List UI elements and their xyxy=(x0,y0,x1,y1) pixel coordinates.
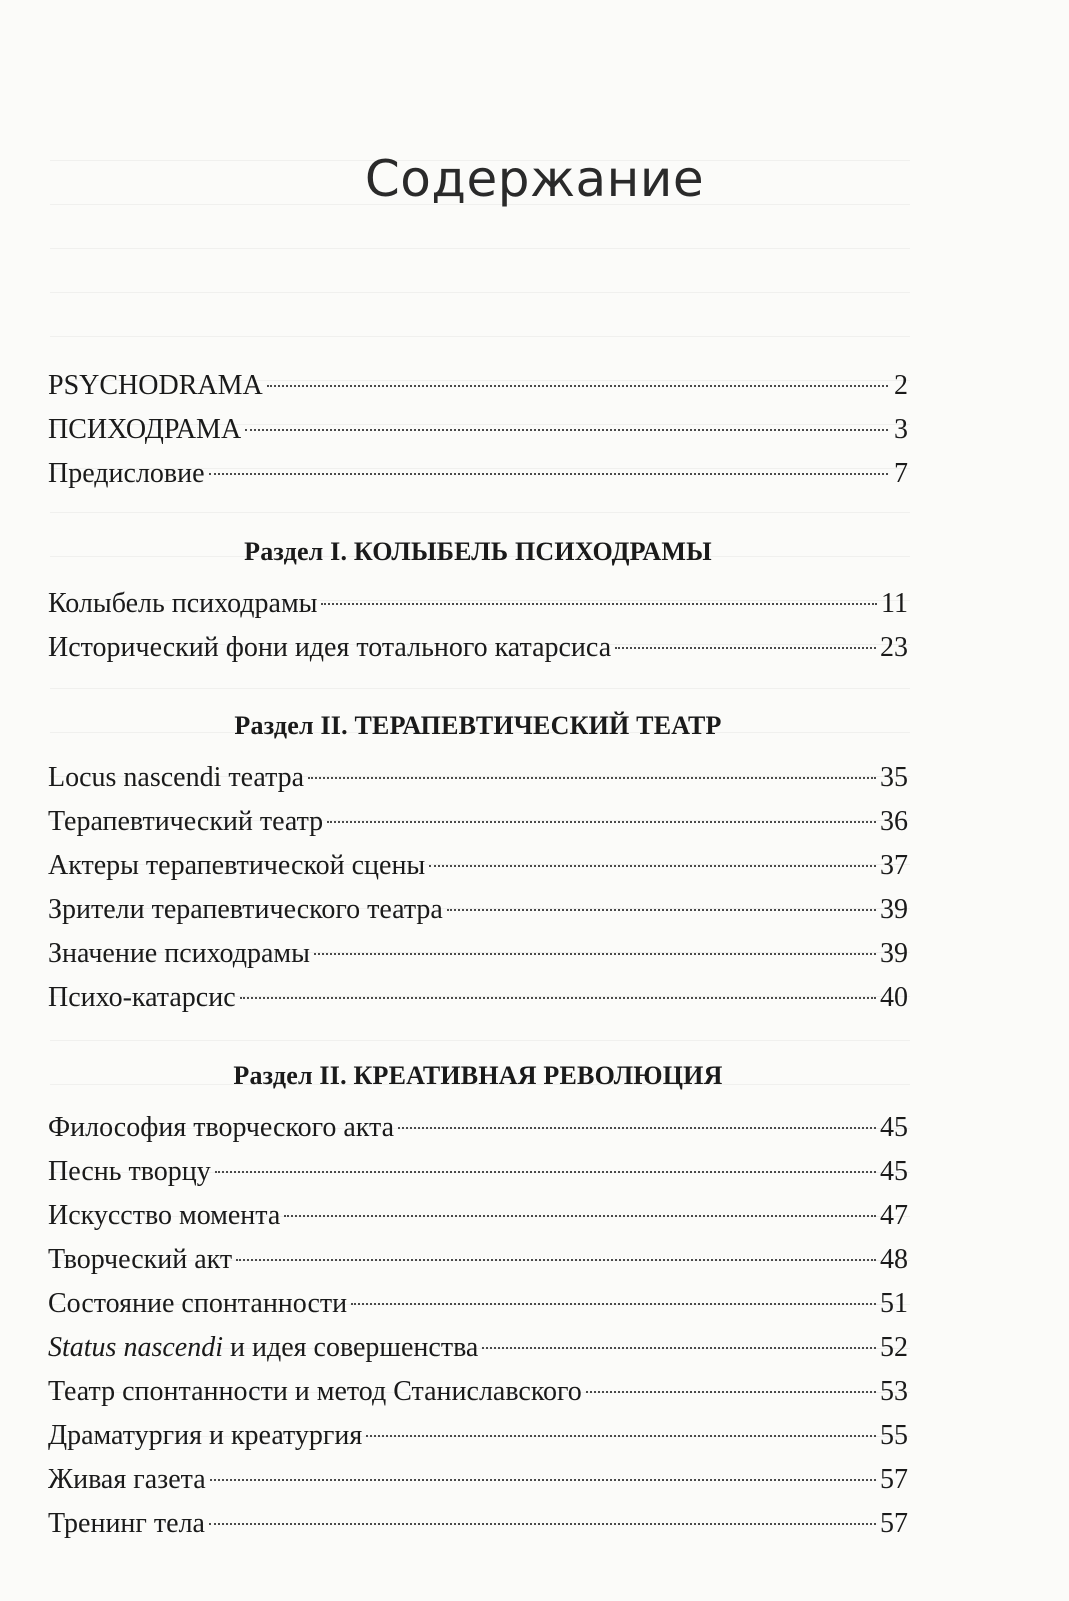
toc-entry-page: 51 xyxy=(880,1288,908,1319)
toc-entry[interactable] xyxy=(48,1238,908,1282)
toc-entry[interactable] xyxy=(48,1414,908,1458)
dot-leader xyxy=(267,385,888,387)
dot-leader xyxy=(209,1523,876,1525)
dot-leader xyxy=(209,473,888,475)
toc-entry-page: 40 xyxy=(880,982,908,1013)
dot-leader xyxy=(447,909,876,911)
toc-entry-label: Драматургия и креатургия xyxy=(48,1420,363,1451)
section-heading: Раздел II. ТЕРАПЕВТИЧЕСКИЙ ТЕАТР xyxy=(234,711,722,740)
dot-leader xyxy=(215,1171,876,1173)
toc-entry-label xyxy=(48,1326,478,1370)
table-of-contents xyxy=(48,364,908,1546)
dot-leader xyxy=(284,1215,876,1217)
toc-entry[interactable] xyxy=(48,888,908,932)
toc-entry[interactable] xyxy=(48,756,908,800)
section-1 xyxy=(48,530,908,670)
toc-entry[interactable] xyxy=(48,408,908,452)
toc-entry[interactable] xyxy=(48,844,908,888)
dot-leader xyxy=(308,777,876,779)
dot-leader xyxy=(240,997,876,999)
toc-entry-label: Исторический фони идея тотального катарсиса xyxy=(48,632,612,663)
toc-entry-label: Песнь творцу xyxy=(48,1156,211,1187)
toc-entry-label: Состояние спонтанности xyxy=(48,1288,348,1319)
toc-entry-label: Творческий акт xyxy=(48,1244,233,1275)
toc-entry-label: Философия творческого акта xyxy=(48,1112,395,1143)
toc-entry-label: Искусство момента xyxy=(48,1200,281,1231)
toc-entry-page: 45 xyxy=(880,1112,908,1143)
toc-entry-page: 52 xyxy=(880,1332,908,1363)
toc-entry[interactable] xyxy=(48,1502,908,1546)
toc-entry[interactable] xyxy=(48,1282,908,1326)
dot-leader xyxy=(245,429,888,431)
toc-entry-page: 3 xyxy=(894,414,908,445)
dot-leader xyxy=(327,821,876,823)
toc-entry[interactable] xyxy=(48,582,908,626)
toc-entry[interactable] xyxy=(48,1370,908,1414)
toc-entry-page: 23 xyxy=(880,632,908,663)
toc-entry-page: 47 xyxy=(880,1200,908,1231)
dot-leader xyxy=(398,1127,876,1129)
dot-leader xyxy=(429,865,876,867)
toc-entry-page: 55 xyxy=(880,1420,908,1451)
dot-leader xyxy=(236,1259,876,1261)
section-heading: Раздел II. КРЕАТИВНАЯ РЕВОЛЮЦИЯ xyxy=(233,1061,723,1090)
dot-leader xyxy=(321,603,877,605)
dot-leader xyxy=(482,1347,876,1349)
toc-entry-label: ПСИХОДРАМА xyxy=(48,414,242,445)
toc-entry-label-italic: Status nascendi xyxy=(48,1332,223,1363)
toc-entry[interactable] xyxy=(48,1150,908,1194)
toc-entry-label: Locus nascendi театра xyxy=(48,762,305,793)
toc-entry-page: 48 xyxy=(880,1244,908,1275)
toc-entry[interactable] xyxy=(48,800,908,844)
toc-entry-page: 57 xyxy=(880,1508,908,1539)
toc-entry-label: Тренинг тела xyxy=(48,1508,205,1539)
toc-entry-label: Значение психодрамы xyxy=(48,938,310,969)
section-2 xyxy=(48,704,908,1020)
toc-entry[interactable] xyxy=(48,1326,908,1370)
toc-entry-page: 57 xyxy=(880,1464,908,1495)
toc-entry-page: 36 xyxy=(880,806,908,837)
dot-leader xyxy=(366,1435,876,1437)
toc-entry-page: 11 xyxy=(881,588,908,619)
toc-entry-page: 37 xyxy=(880,850,908,881)
toc-entry-label: PSYCHODRAMA xyxy=(48,370,263,401)
dot-leader xyxy=(351,1303,876,1305)
toc-entry-label: Колыбель психодрамы xyxy=(48,588,318,619)
toc-entry[interactable] xyxy=(48,976,908,1020)
toc-entry-page: 39 xyxy=(880,938,908,969)
toc-entry-label: Живая газета xyxy=(48,1464,206,1495)
toc-entry[interactable] xyxy=(48,1458,908,1502)
toc-entry-page: 35 xyxy=(880,762,908,793)
toc-entry[interactable] xyxy=(48,364,908,408)
toc-entry[interactable] xyxy=(48,932,908,976)
toc-entry-page: 53 xyxy=(880,1376,908,1407)
dot-leader xyxy=(314,953,876,955)
toc-entry-label: Театр спонтанности и метод Станиславского xyxy=(48,1376,582,1407)
toc-entry[interactable] xyxy=(48,452,908,496)
page-title: Содержание xyxy=(364,150,705,208)
toc-entry[interactable] xyxy=(48,626,908,670)
section-heading: Раздел I. КОЛЫБЕЛЬ ПСИХОДРАМЫ xyxy=(244,537,712,566)
toc-entry-label: Терапевтический театр xyxy=(48,806,324,837)
toc-entry-label: Психо-катарсис xyxy=(48,982,236,1013)
front-matter xyxy=(48,364,908,496)
toc-entry-label: Предисловие xyxy=(48,458,205,489)
section-3 xyxy=(48,1054,908,1546)
toc-entry[interactable] xyxy=(48,1106,908,1150)
toc-entry-label: Зрители терапевтического театра xyxy=(48,894,443,925)
toc-entry-page: 2 xyxy=(894,370,908,401)
dot-leader xyxy=(615,647,876,649)
toc-entry-label-rest: и идея совершенства xyxy=(223,1332,479,1363)
toc-entry[interactable] xyxy=(48,1194,908,1238)
dot-leader xyxy=(586,1391,876,1393)
toc-entry-page: 7 xyxy=(894,458,908,489)
dot-leader xyxy=(210,1479,876,1481)
toc-entry-label: Актеры терапевтической сцены xyxy=(48,850,426,881)
toc-entry-page: 45 xyxy=(880,1156,908,1187)
toc-entry-page: 39 xyxy=(880,894,908,925)
